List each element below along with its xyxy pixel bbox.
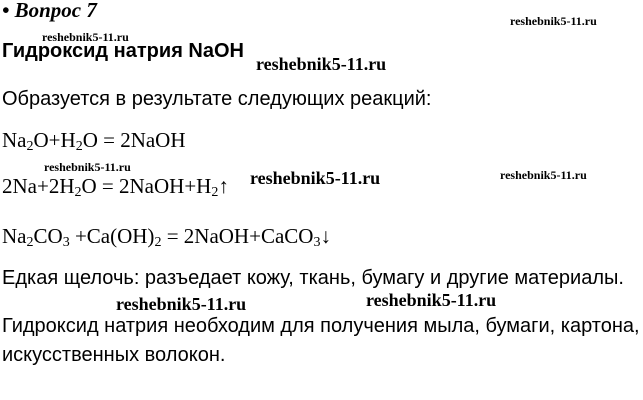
watermark: reshebnik5-11.ru [44, 160, 131, 174]
paragraph-uses-line-1: Гидроксид натрия необходим для получения мыла, бумаги, картона, [2, 315, 640, 337]
intro-text: Образуется в результате следующих реакций: [2, 88, 432, 110]
equation-1: $Na_2O+H_2O$ = 2NaOH [2, 128, 186, 154]
watermark: reshebnik5-11.ru [42, 30, 129, 44]
watermark: reshebnik5-11.ru [366, 290, 497, 310]
paragraph-caustic: Едкая щелочь: разъедает кожу, ткань, бумагу и другие материалы. [2, 267, 624, 289]
page-title: Гидроксид натрия NaOH [2, 40, 244, 62]
paragraph-uses-line-2: искусственных волокон. [2, 344, 226, 366]
watermark: reshebnik5-11.ru [510, 14, 597, 28]
precipitate-arrow-icon: ↓ [320, 224, 331, 248]
watermark: reshebnik5-11.ru [116, 294, 247, 314]
equation-2: $2Na+2H_2O$ = $2NaOH+H_2↑$ [2, 174, 229, 200]
watermark: reshebnik5-11.ru [256, 54, 387, 74]
gas-arrow-icon: ↑ [218, 174, 229, 198]
watermark: reshebnik5-11.ru [500, 168, 587, 182]
question-heading: • Вопрос 7 [2, 0, 97, 22]
equation-3: $Na_2CO_3 +Ca(OH)_2$ = 2NaOH+CaCO$_3$↓ [2, 224, 331, 250]
watermark: reshebnik5-11.ru [250, 168, 381, 188]
